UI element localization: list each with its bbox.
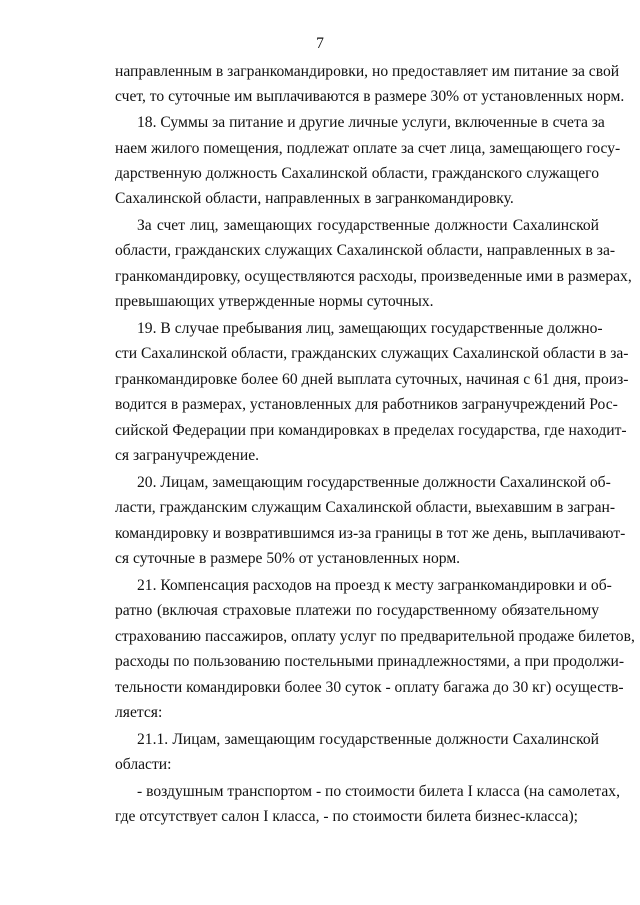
text-line: тельности командировки более 30 суток - оплату багажа до 30 кг) осуществ- [115,679,624,696]
text-line: ласти, гражданским служащим Сахалинской области, выехавшим в загран- [115,499,616,516]
text-line: гранкомандировку, осуществляются расходы, произведенные ими в размерах, [115,268,632,285]
text-line: ся суточные в размере 50% от установленных норм. [115,550,461,567]
text-line: направленным в загранкомандировки, но предоставляет им питание за свой [115,63,620,80]
text-line: страхованию пассажиров, оплату услуг по предварительной продаже билетов, [115,628,635,645]
text-line: области: [115,756,172,773]
text-line: 21. Компенсация расходов на проезд к месту загранкомандировки и об- [137,577,612,594]
text-line: расходы по пользованию постельными принадлежностями, а при продолжи- [115,653,625,670]
text-line: сти Сахалинской области, гражданских служащих Сахалинской области в за- [115,345,629,362]
page-number: 7 [316,35,324,52]
text-line: 19. В случае пребывания лиц, замещающих государственные должно- [137,320,603,337]
text-line: сийской Федерации при командировках в пределах государства, где находит- [115,422,627,439]
text-line: гранкомандировке более 60 дней выплата суточных, начиная с 61 дня, произ- [115,371,629,388]
text-line: наем жилого помещения, подлежат оплате за счет лица, замещающего госу- [115,140,621,157]
text-line: командировку и возвратившимся из-за границы в тот же день, выплачивают- [115,525,626,542]
text-line: дарственную должность Сахалинской области, гражданского служащего [115,165,599,182]
text-line: где отсутствует салон I класса, - по стоимости билета бизнес-класса); [115,808,579,825]
text-line: 18. Суммы за питание и другие личные услуги, включенные в счета за [137,114,605,131]
text-line: Сахалинской области, направленных в загранкомандировку. [115,190,514,207]
text-line: области, гражданских служащих Сахалинской области, направленных в за- [115,242,616,259]
text-line: ляется: [115,704,163,721]
text-line: счет, то суточные им выплачиваются в размере 30% от установленных норм. [115,88,625,105]
text-line: - воздушным транспортом - по стоимости билета I класса (на самолетах, [137,783,620,800]
text-line: ратно (включая страховые платежи по государственному обязательному [115,602,599,619]
text-line: 21.1. Лицам, замещающим государственные должности Сахалинской [137,731,599,748]
text-line: превышающих утвержденные нормы суточных. [115,293,434,310]
text-line: 20. Лицам, замещающим государственные должности Сахалинской об- [137,474,611,491]
text-line: ся загранучреждение. [115,447,260,464]
text-line: водится в размерах, установленных для работников загранучреждений Рос- [115,396,618,413]
text-line: За счет лиц, замещающих государственные должности Сахалинской [137,217,599,234]
